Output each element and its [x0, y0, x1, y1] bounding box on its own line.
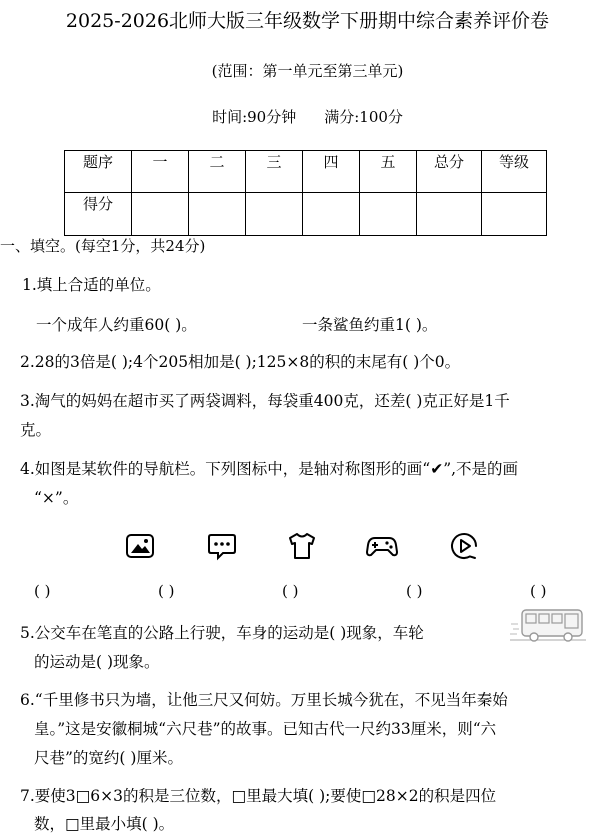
- question-6-line3: 尺巷”的宽约( )厘米。: [34, 749, 183, 767]
- section-heading: 一、填空。(每空1分，共24分): [0, 237, 206, 255]
- question-1b: 一条鲨鱼约重1( )。: [302, 316, 438, 334]
- answer-blank[interactable]: ( ): [530, 582, 547, 600]
- score-table-cell: 一: [132, 151, 189, 193]
- score-entry-cell[interactable]: [303, 193, 360, 236]
- score-table-cell: 五: [360, 151, 417, 193]
- question-7-line2: 数，□里最小填( )。: [34, 815, 175, 833]
- exam-full-score: 满分:100分: [324, 108, 403, 126]
- score-table-cell: 得分: [65, 193, 132, 236]
- answer-blank[interactable]: ( ): [34, 582, 51, 600]
- score-table-cell: 题序: [65, 151, 132, 193]
- question-6-line2: 皇。”这是安徽桐城“六尺巷”的故事。已知古代一尺约33厘米，则“六: [34, 720, 497, 738]
- score-entry-cell[interactable]: [417, 193, 482, 236]
- chat-icon: [206, 530, 238, 562]
- score-entry-cell[interactable]: [360, 193, 417, 236]
- score-table-cell: 总分: [417, 151, 482, 193]
- score-entry-cell[interactable]: [246, 193, 303, 236]
- exam-time-score: [0, 106, 615, 127]
- question-3-line2: 克。: [20, 421, 52, 439]
- shirt-icon: [286, 530, 318, 562]
- question-1-stem: 1.填上合适的单位。: [22, 276, 161, 294]
- gamepad-icon: [366, 530, 398, 562]
- answer-blank[interactable]: ( ): [406, 582, 423, 600]
- question-3-line1: 3.淘气的妈妈在超市买了两袋调料，每袋重400克，还差( )克正好是1千: [20, 392, 510, 410]
- question-5-line1: 5.公交车在笔直的公路上行驶，车身的运动是( )现象，车轮: [20, 624, 424, 642]
- image-icon: [124, 530, 156, 562]
- answer-blank[interactable]: ( ): [158, 582, 175, 600]
- exam-time: 时间:90分钟: [212, 108, 297, 126]
- score-table-cell: 四: [303, 151, 360, 193]
- question-7-line1: 7.要使3□6×3的积是三位数，□里最大填( );要使□28×2的积是四位: [20, 787, 497, 805]
- score-table-header-row: [65, 151, 547, 193]
- question-1a: 一个成年人约重60( )。: [36, 316, 197, 334]
- question-4-line2: “×”。: [34, 489, 79, 507]
- score-table-score-row: [65, 193, 547, 236]
- score-entry-cell[interactable]: [132, 193, 189, 236]
- answer-blank[interactable]: ( ): [282, 582, 299, 600]
- play-icon: [448, 530, 480, 562]
- question-5-line2: 的运动是( )现象。: [34, 653, 160, 671]
- page-title: 2025-2026北师大版三年级数学下册期中综合素养评价卷: [65, 10, 550, 32]
- score-table: [64, 150, 547, 236]
- score-table-cell: 二: [189, 151, 246, 193]
- score-entry-cell[interactable]: [189, 193, 246, 236]
- score-table-cell: 等级: [482, 151, 547, 193]
- question-2: 2.28的3倍是( );4个205相加是( );125×8的积的末尾有( )个0。: [20, 353, 461, 371]
- score-entry-cell[interactable]: [482, 193, 547, 236]
- score-table-cell: 三: [246, 151, 303, 193]
- question-6-line1: 6.“千里修书只为墙，让他三尺又何妨。万里长城今犹在，不见当年秦始: [20, 691, 508, 709]
- bus-illustration: [508, 604, 588, 646]
- question-4-line1: 4.如图是某软件的导航栏。下列图标中，是轴对称图形的画“✔”,不是的画: [20, 460, 519, 478]
- exam-range: (范围：第一单元至第三单元): [211, 62, 404, 80]
